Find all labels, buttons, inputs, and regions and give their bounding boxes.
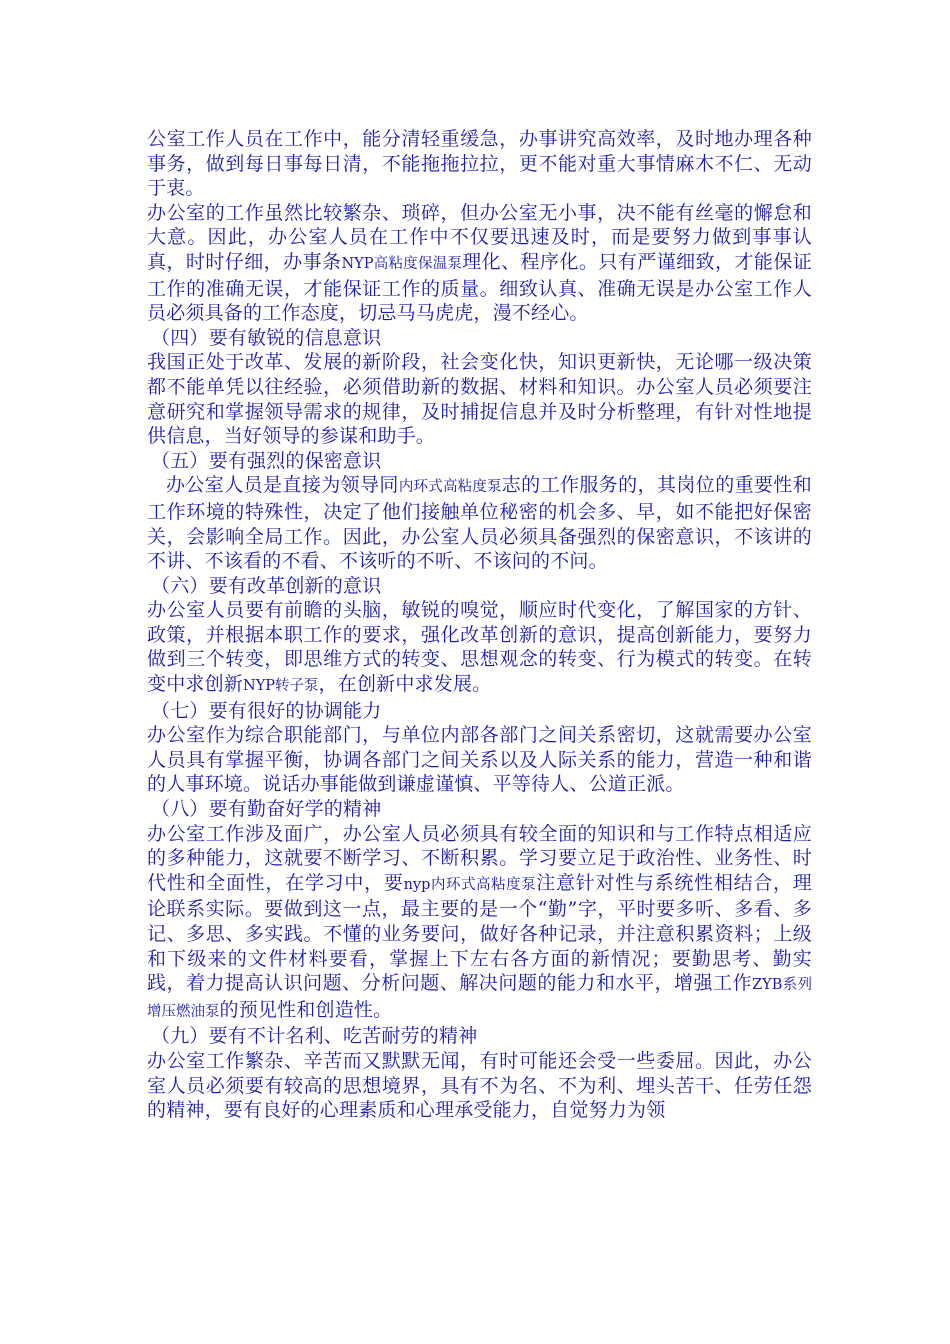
section-heading-5: （五）要有强烈的保密意识 bbox=[151, 449, 382, 472]
paragraph-8 bbox=[147, 1049, 812, 1123]
paragraph-2 bbox=[147, 201, 812, 326]
inline-product-link-text: nyp内环式高粘度泵 bbox=[403, 876, 537, 893]
paragraph-text: 办公室工作繁杂、辛苦而又默默无闻，有时可能还会受一些委屈。因此，办公室人员必须要有较高的思想境界，具有不为名、不为利、埋头苦干、任劳任怨的精神，要有良好的心理素质和心理承受能力，自觉努力为领 bbox=[147, 1049, 812, 1122]
paragraph-6 bbox=[147, 723, 812, 797]
paragraph-text: 的预见性和创造性。 bbox=[219, 998, 393, 1021]
paragraph-text: 公室工作人员在工作中，能分清轻重缓急，办事讲究高效率，及时地办理各种事务，做到每日事每日清，不能拖拖拉拉，更不能对重大事情麻木不仁、无动于衷。 bbox=[147, 128, 812, 200]
paragraph-7 bbox=[147, 822, 812, 1025]
paragraph-text: 办公室的工作虽然比较繁杂、琐碎，但办公室无小事，决不能有丝毫的懈怠和大意。因此，办公室人员在工作中不仅要迅速及时，而是要努力做到事事认真，时时仔细，办事条 bbox=[147, 201, 812, 273]
section-heading-4: （四）要有敏锐的信息意识 bbox=[151, 326, 382, 349]
paragraph-text: 注意针对性与系统性相结合，理论联系实际。要做到这一点，最主要的是一个“勤”字，平时要多听、多看、多记、多思、多实践。不懂的业务要问，做好各种记录，并注意积累资料；上级和下级来的文件材料要看，掌握上下左右各方面的新情况；要勤思考、勤实践，着力提高认识问题、分析问题、解决问题的能力和水平，增强工作 bbox=[147, 871, 812, 995]
inline-product-link-text: 内环式高粘度泵 bbox=[398, 479, 502, 496]
paragraph-3 bbox=[147, 350, 812, 448]
section-heading-7: （七）要有很好的协调能力 bbox=[151, 699, 382, 722]
paragraph-text: 办公室作为综合职能部门，与单位内部各部门之间关系密切，这就需要办公室人员具有掌握平衡，协调各部门之间关系以及人际关系的能力，营造一种和谐的人事环境。说话办事能做到谦虚谨慎、平等待人、公道正派。 bbox=[147, 724, 812, 796]
document-body bbox=[147, 127, 812, 1123]
paragraph-text: 办公室人员是直接为领导同 bbox=[166, 474, 399, 497]
inline-product-link-text: NYP转子泵 bbox=[243, 678, 319, 695]
paragraph-5 bbox=[147, 598, 812, 698]
paragraph-text: 我国正处于改革、发展的新阶段，社会变化快，知识更新快，无论哪一级决策都不能单凭以往经验，必须借助新的数据、材料和知识。办公室人员必须要注意研究和掌握领导需求的规律，及时捕捉信息并及时分析整理，有针对性地提供信息，当好领导的参谋和助手。 bbox=[147, 351, 812, 448]
paragraph-1 bbox=[147, 127, 812, 201]
paragraph-text: 志的工作服务的，其岗位的重要性和工作环境的特殊性，决定了他们接触单位秘密的机会多、早，如不能把好保密关，会影响全局工作。因此，办公室人员必须具备强烈的保密意识，不该讲的不讲、不该看的不看、不该听的不听、不该问的不问。 bbox=[147, 474, 813, 573]
section-heading-8: （八）要有勤奋好学的精神 bbox=[151, 798, 382, 821]
inline-product-link-text: NYP高粘度保温泵 bbox=[341, 255, 463, 272]
paragraph-text: 理化、程序化。只有严谨细致，才能保证工作的准确无误，才能保证工作的质量。细致认真、准确无误是办公室工作人员必须具备的工作态度，切忌马马虎虎，漫不经心。 bbox=[147, 250, 812, 325]
section-heading-9: （九）要有不计名利、吃苦耐劳的精神 bbox=[151, 1025, 478, 1048]
inline-product-link-text: ZYB系列增压燃油泵 bbox=[147, 977, 813, 1020]
paragraph-4 bbox=[147, 473, 812, 573]
paragraph-text: ，在创新中求发展。 bbox=[318, 673, 492, 696]
paragraph-text: 办公室人员要有前瞻的头脑，敏锐的嗅觉，顺应时代变化，了解国家的方针、政策，并根据本职工作的要求，强化改革创新的意识，提高创新能力，要努力做到三个转变，即思维方式的转变、思想观念的转变、行为模式的转变。在转变中求创新 bbox=[147, 599, 812, 696]
paragraph-text: 办公室工作涉及面广，办公室人员必须具有较全面的知识和与工作特点相适应的多种能力，这就要不断学习、不断积累。学习要立足于政治性、业务性、时代性和全面性，在学习中，要 bbox=[147, 822, 812, 894]
section-heading-6: （六）要有改革创新的意识 bbox=[151, 574, 382, 597]
